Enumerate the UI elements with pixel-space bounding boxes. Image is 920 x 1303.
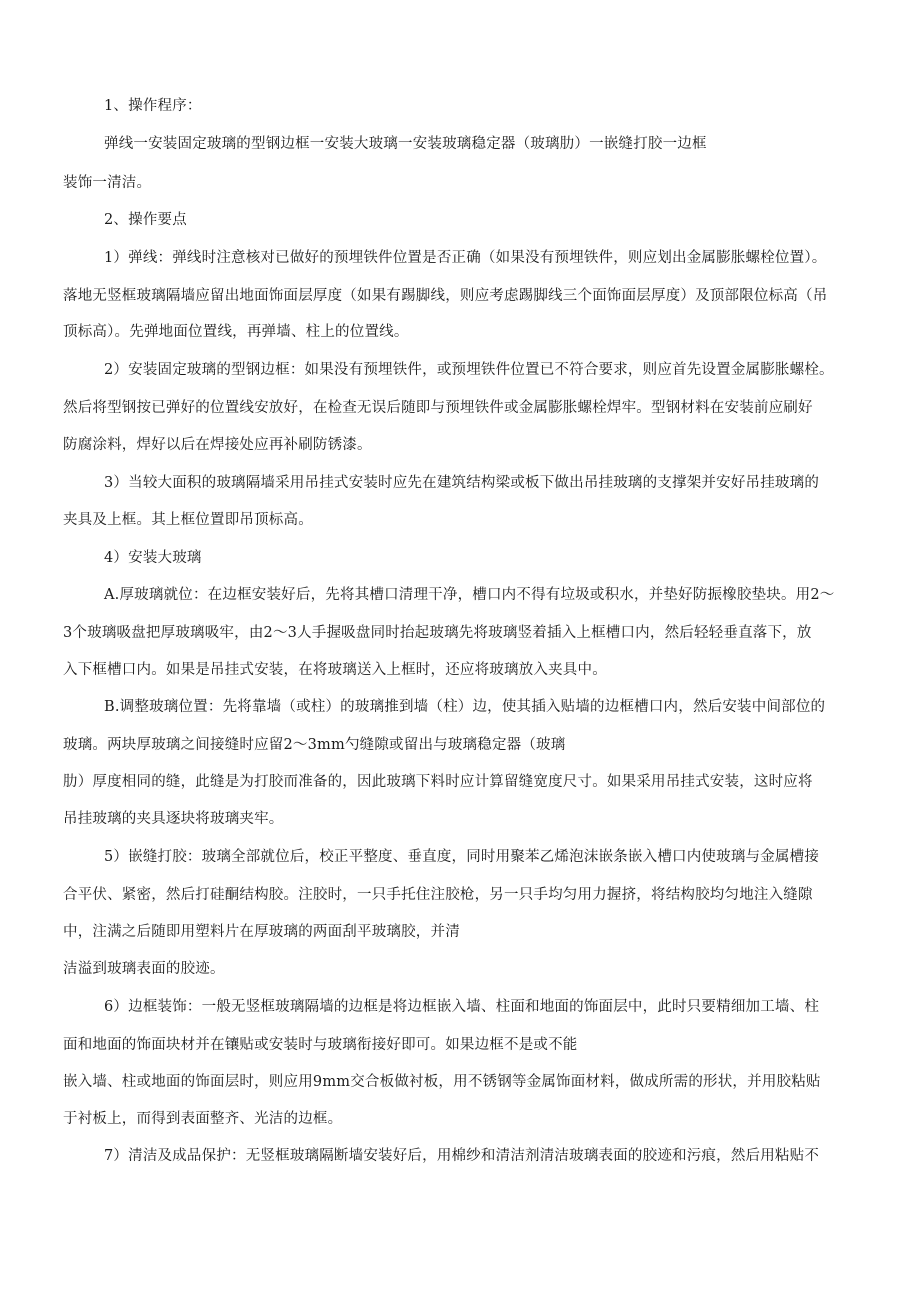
paragraph-line: B.调整玻璃位置：先将靠墙（或柱）的玻璃推到墙（柱）边，使其插入贴墙的边框槽口内，然后安装中间部位的 xyxy=(104,699,826,715)
paragraph-line: 顶标高）。先弹地面位置线，再弹墙、柱上的位置线。 xyxy=(63,324,409,340)
section-heading: 2、操作要点 xyxy=(104,212,187,228)
paragraph-line: 3个玻璃吸盘把厚玻璃吸牢，由2～3人手握吸盘同时抬起玻璃先将玻璃竖着插入上框槽口内，然后轻轻垂直落下，放 xyxy=(63,625,812,641)
paragraph-line: 玻璃。两块厚玻璃之间接缝时应留2～3mm勺缝隙或留出与玻璃稳定器（玻璃 xyxy=(63,737,566,753)
paragraph-line: 中，注满之后随即用塑料片在厚玻璃的两面刮平玻璃胶，并清 xyxy=(63,924,460,940)
paragraph-line: 于衬板上，而得到表面整齐、光洁的边框。 xyxy=(63,1111,343,1127)
paragraph-line: 7）清洁及成品保护：无竖框玻璃隔断墙安装好后，用棉纱和清洁剂清洁玻璃表面的胶迹和污痕，然后用粘贴不 xyxy=(104,1148,820,1164)
paragraph-line: A.厚玻璃就位：在边框安装好后，先将其槽口清理干净，槽口内不得有垃圾或积水，并垫好防振橡胶垫块。用2～ xyxy=(104,587,835,603)
paragraph-line: 5）嵌缝打胶：玻璃全部就位后，校正平整度、垂直度，同时用聚苯乙烯泡沫嵌条嵌入槽口内使玻璃与金属槽接 xyxy=(104,849,820,865)
paragraph-line: 吊挂玻璃的夹具逐块将玻璃夹牢。 xyxy=(63,811,284,827)
paragraph-line: 面和地面的饰面块材并在镶贴或安装时与玻璃衔接好即可。如果边框不是或不能 xyxy=(63,1037,578,1053)
paragraph-line: 6）边框装饰：一般无竖框玻璃隔墙的边框是将边框嵌入墙、柱面和地面的饰面层中，此时只要精细加工墙、柱 xyxy=(104,999,820,1015)
paragraph-line: 肋）厚度相同的缝，此缝是为打胶而准备的，因此玻璃下料时应计算留缝宽度尺寸。如果采用吊挂式安装，这时应将 xyxy=(63,774,813,790)
paragraph-line: 洁溢到玻璃表面的胶迹。 xyxy=(63,961,225,977)
paragraph-line: 夹具及上框。其上框位置即吊顶标高。 xyxy=(63,512,313,528)
paragraph-line: 防腐涂料，焊好以后在焊接处应再补刷防锈漆。 xyxy=(63,437,372,453)
paragraph-line: 2）安装固定玻璃的型钢边框：如果没有预埋铁件，或预埋铁件位置已不符合要求，则应首先设置金属膨胀螺栓。 xyxy=(104,362,834,378)
paragraph-line: 入下框槽口内。如果是吊挂式安装，在将玻璃送入上框时，还应将玻璃放入夹具中。 xyxy=(63,662,607,678)
paragraph-line: 装饰一清洁。 xyxy=(63,175,152,191)
paragraph-line: 然后将型钢按已弹好的位置线安放好，在检查无误后随即与预埋铁件或金属膨胀螺栓焊牢。型钢材料在安装前应刷好 xyxy=(63,400,813,416)
paragraph-line: 落地无竖框玻璃隔墙应留出地面饰面层厚度（如果有踢脚线，则应考虑踢脚线三个面饰面层厚度）及顶部限位标高（吊 xyxy=(63,288,828,304)
paragraph-line: 3）当较大面积的玻璃隔墙采用吊挂式安装时应先在建筑结构梁或板下做出吊挂玻璃的支撑架并安好吊挂玻璃的 xyxy=(104,475,820,491)
paragraph-line: 1）弹线：弹线时注意核对已做好的预埋铁件位置是否正确（如果没有预埋铁件，则应划出金属膨胀螺栓位置）。 xyxy=(104,250,827,266)
paragraph-line: 合平伏、紧密，然后打硅酮结构胶。注胶时，一只手托住注胶枪，另一只手均匀用力握挤，将结构胶均匀地注入缝隙 xyxy=(63,887,813,903)
paragraph-line: 弹线一安装固定玻璃的型钢边框一安装大玻璃一安装玻璃稳定器（玻璃肋）一嵌缝打胶一边框 xyxy=(104,136,707,152)
paragraph-line: 嵌入墙、柱或地面的饰面层时，则应用9mm交合板做衬板，用不锈钢等金属饰面材料，做成所需的形状，并用胶粘贴 xyxy=(63,1074,821,1090)
section-heading: 1、操作程序： xyxy=(104,98,202,114)
section-heading: 4）安装大玻璃 xyxy=(104,550,202,566)
